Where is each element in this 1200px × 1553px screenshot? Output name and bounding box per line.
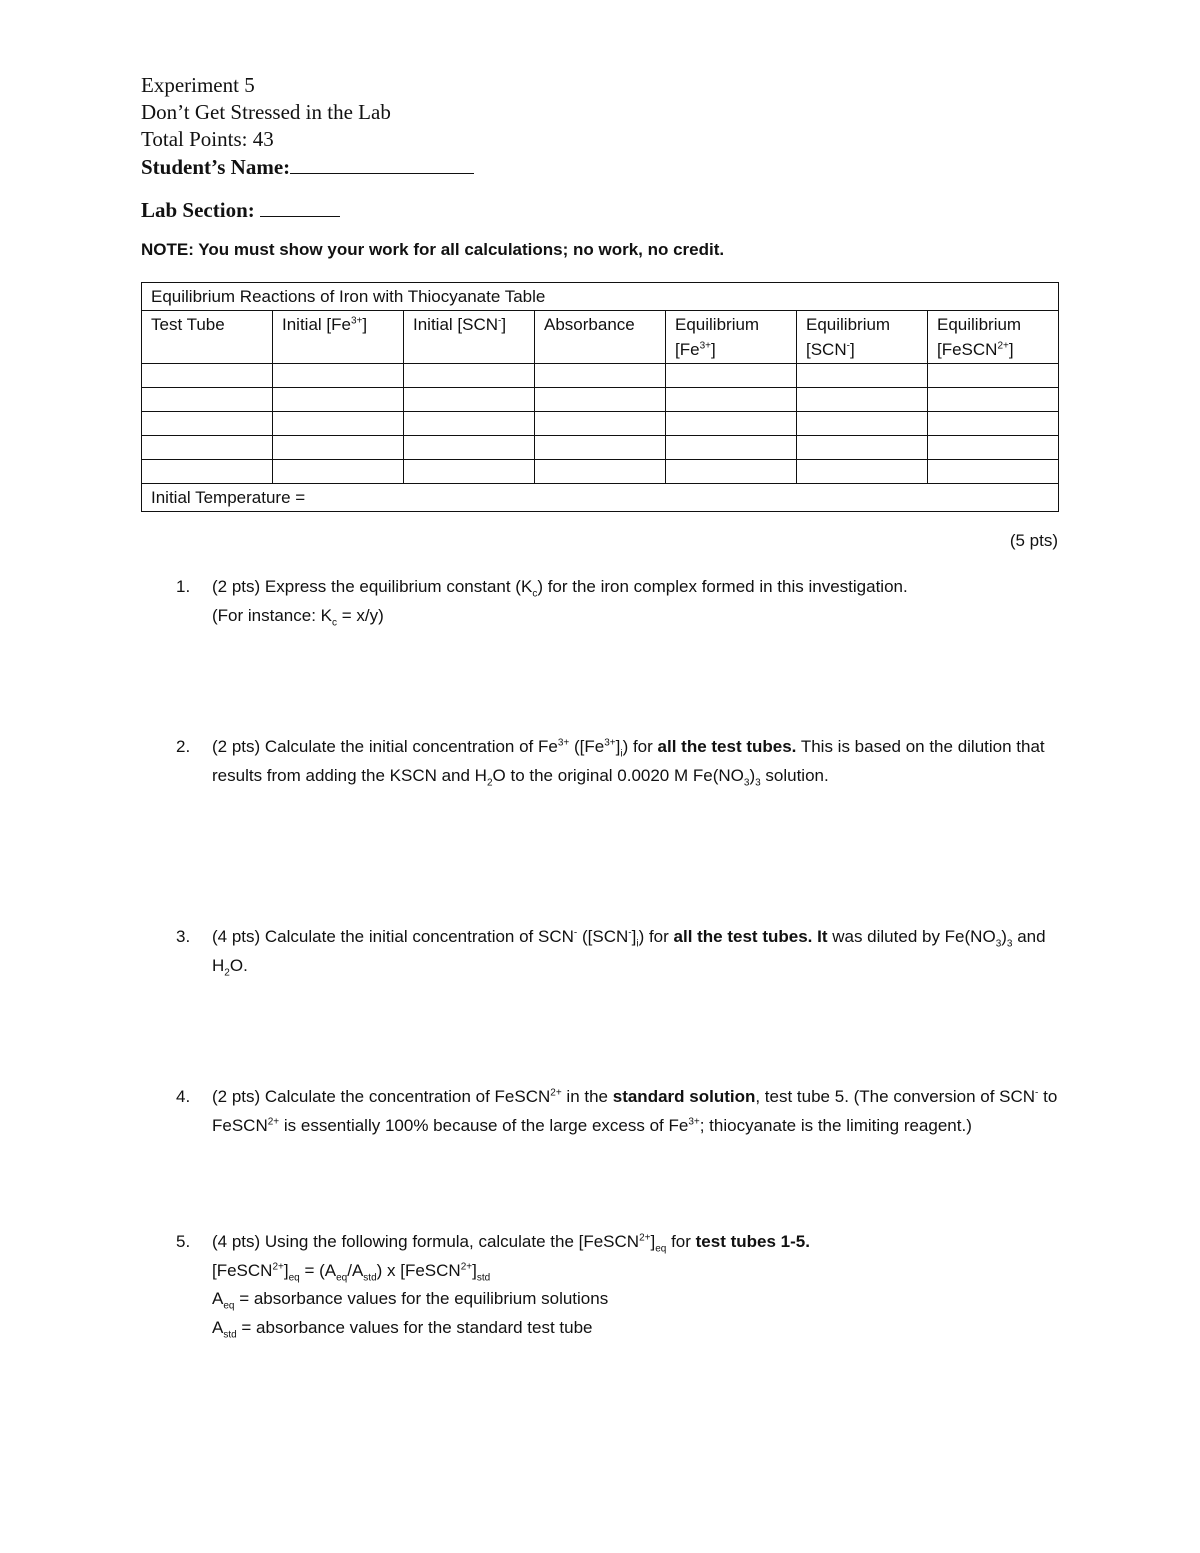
experiment-title: Don’t Get Stressed in the Lab	[141, 100, 391, 124]
table-cell[interactable]	[928, 412, 1059, 436]
table-cell[interactable]	[273, 364, 404, 388]
table-cell[interactable]	[666, 460, 797, 484]
student-name-row	[141, 153, 474, 181]
question-5: 5. (4 pts) Using the following formula, calculate the $[FeSCN^{2+}]_{eq}$ for test tubes 1-5. $[FeSCN^{2+}]_{eq} = (A_{eq}/A_{std})$ x $[FeSCN^{2+}]_{std}$ $A_{eq}$ = absorbance values for the equilibrium solutions $A_{std}$ = absorbance values for the standard test tube	[176, 1232, 810, 1340]
table-cell[interactable]	[928, 460, 1059, 484]
col-absorbance: Absorbance	[535, 311, 666, 364]
lab-section-row	[141, 196, 340, 223]
table-cell[interactable]	[666, 412, 797, 436]
table-cell[interactable]	[404, 412, 535, 436]
table-cell[interactable]	[928, 388, 1059, 412]
table-cell[interactable]	[535, 460, 666, 484]
table-row	[142, 436, 1059, 460]
header	[141, 72, 474, 181]
table-cell[interactable]	[404, 436, 535, 460]
formula: $[FeSCN^{2+}]_{eq} = (A_{eq}/A_{std})$ x $[FeSCN^{2+}]_{std}$	[212, 1260, 491, 1283]
table-cell[interactable]	[797, 364, 928, 388]
col-initial-fe: Initial $[Fe^{3+}]$	[273, 311, 404, 364]
question-4: 4. (2 pts) Calculate the concentration of FeSCN$^{2+}$ in the standard solution, test tube 5. (The conversion of SCN- to FeSCN$^{2+}$ is essentially 100% because of the large excess of $Fe^{3+}$; thiocyanate is the limiting reagent.)	[176, 1087, 1058, 1135]
table-cell[interactable]	[273, 388, 404, 412]
question-3: 3. (4 pts) Calculate the initial concentration of SCN- $([SCN^-]_i)$ for all the test tubes. It was diluted by $Fe(NO_3)_3$ and $H_2O$.	[176, 927, 1046, 978]
experiment-number: Experiment 5	[141, 73, 255, 97]
table-cell[interactable]	[273, 412, 404, 436]
table-cell[interactable]	[273, 460, 404, 484]
table-row	[142, 412, 1059, 436]
question-2: 2. (2 pts) Calculate the initial concentration of $Fe^{3+}$ $([Fe^{3+}]_i)$ for all the test tubes. This is based on the dilution that results from adding the KSCN and $H_2O$ to the original 0.0020 M $Fe(NO_3)_3$ solution.	[176, 737, 1045, 788]
equilibrium-table	[141, 282, 1059, 512]
table-cell[interactable]	[797, 412, 928, 436]
lab-section-label: Lab Section:	[141, 198, 255, 222]
table-cell[interactable]	[797, 436, 928, 460]
initial-temperature[interactable]: Initial Temperature =	[142, 484, 1059, 512]
table-cell[interactable]	[797, 388, 928, 412]
table-cell[interactable]	[404, 388, 535, 412]
table-row	[142, 460, 1059, 484]
table-cell[interactable]	[928, 436, 1059, 460]
table-caption: Equilibrium Reactions of Iron with Thiocyanate Table	[142, 283, 1059, 311]
table-cell[interactable]	[142, 412, 273, 436]
student-name-field[interactable]	[290, 153, 474, 174]
table-cell[interactable]	[666, 436, 797, 460]
aeq-definition: $A_{eq}$ = absorbance values for the equilibrium solutions	[212, 1289, 609, 1312]
table-row	[142, 388, 1059, 412]
table-header-row	[142, 311, 1059, 364]
note: NOTE: You must show your work for all calculations; no work, no credit.	[141, 240, 725, 259]
table-cell[interactable]	[142, 388, 273, 412]
col-initial-scn: Initial [SCN-]	[404, 311, 535, 364]
student-name-label: Student’s Name:	[141, 155, 291, 179]
table-cell[interactable]	[666, 388, 797, 412]
table-cell[interactable]	[535, 436, 666, 460]
table-cell[interactable]	[142, 460, 273, 484]
table-cell[interactable]	[142, 364, 273, 388]
table-cell[interactable]	[928, 364, 1059, 388]
lab-section-field[interactable]	[260, 196, 340, 217]
table-cell[interactable]	[797, 460, 928, 484]
table-row	[142, 364, 1059, 388]
col-eq-fescn: Equilibrium [FeSCN$^{2+}$]	[928, 311, 1059, 364]
table-cell[interactable]	[404, 460, 535, 484]
table-cell[interactable]	[535, 412, 666, 436]
astd-definition: $A_{std}$ = absorbance values for the standard test tube	[212, 1317, 593, 1340]
table-cell[interactable]	[535, 364, 666, 388]
question-1: 1. (2 pts) Express the equilibrium constant $(K_c)$ for the iron complex formed in this investigation. (For instance: $K_c = x/y$)	[176, 577, 908, 628]
col-eq-scn: Equilibrium [SCN-]	[797, 311, 928, 364]
table-points: (5 pts)	[1009, 531, 1058, 550]
col-test-tube: Test Tube	[142, 311, 273, 364]
table-cell[interactable]	[404, 364, 535, 388]
table-cell[interactable]	[535, 388, 666, 412]
table-cell[interactable]	[273, 436, 404, 460]
table-cell[interactable]	[142, 436, 273, 460]
table-cell[interactable]	[666, 364, 797, 388]
total-points: Total Points: 43	[141, 127, 274, 151]
col-eq-fe: Equilibrium $[Fe^{3+}]$	[666, 311, 797, 364]
